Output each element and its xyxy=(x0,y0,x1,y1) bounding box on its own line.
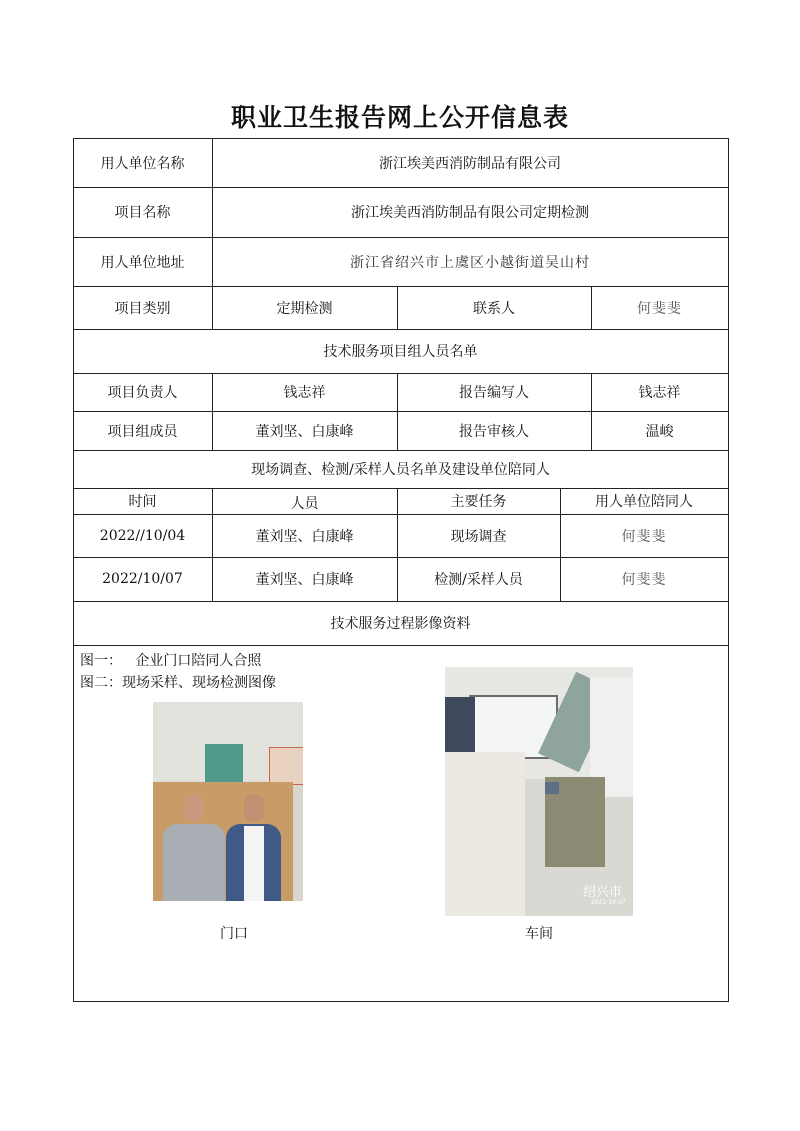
address-label: 用人单位地址 xyxy=(100,254,185,271)
row1-task: 现场调查 xyxy=(450,528,507,545)
category: 定期检测 xyxy=(276,300,333,317)
project-name: 浙江埃美西消防制品有限公司定期检测 xyxy=(351,205,589,221)
workshop-photo xyxy=(445,667,633,916)
contact: 何斐斐 xyxy=(637,300,682,317)
employer-name-label: 用人单位名称 xyxy=(100,155,185,172)
photo1-caption: 门口 xyxy=(220,926,248,942)
row1-date: 2022//10/04 xyxy=(99,527,186,544)
table-border xyxy=(73,1001,729,1002)
row-divider xyxy=(73,645,729,646)
address: 浙江省绍兴市上虞区小越街道吴山村 xyxy=(350,254,590,271)
contact-label: 联系人 xyxy=(473,300,515,317)
employer-name: 浙江埃美西消防制品有限公司 xyxy=(379,155,561,172)
row2-date: 2022/10/07 xyxy=(102,571,183,587)
header-time: 时间 xyxy=(128,494,157,510)
survey-heading: 现场调查、检测/采样人员名单及建设单位陪同人 xyxy=(251,462,550,478)
header-companion: 用人单位陪同人 xyxy=(595,494,693,510)
row2-personnel: 董刘坚、白康峰 xyxy=(255,572,354,588)
writer: 钱志祥 xyxy=(638,385,681,401)
header-task: 主要任务 xyxy=(450,494,507,510)
category-label: 项目类别 xyxy=(114,300,171,317)
images-heading: 技术服务过程影像资料 xyxy=(330,616,471,632)
leader: 钱志祥 xyxy=(283,385,326,401)
row1-personnel: 董刘坚、白康峰 xyxy=(255,528,354,545)
row2-task: 检测/采样人员 xyxy=(434,572,523,588)
header-personnel: 人员 xyxy=(290,496,319,512)
photo-watermark-city: 绍兴市 xyxy=(583,885,623,900)
reviewer-label: 报告审核人 xyxy=(459,423,529,440)
members-label: 项目组成员 xyxy=(107,423,178,440)
members: 董刘坚、白康峰 xyxy=(255,423,354,440)
writer-label: 报告编写人 xyxy=(459,385,529,401)
table-border xyxy=(728,138,729,1002)
figure2-label: 图二：现场采样、现场检测图像 xyxy=(80,675,276,691)
row1-companion: 何斐斐 xyxy=(621,528,667,545)
reviewer: 温峻 xyxy=(645,423,674,440)
team-heading: 技术服务项目组人员名单 xyxy=(323,344,478,360)
photo2-caption: 车间 xyxy=(525,926,553,942)
page-title: 职业卫生报告网上公开信息表 xyxy=(230,103,569,132)
photo-watermark-date: 2022-10-07 xyxy=(591,899,626,906)
leader-label: 项目负责人 xyxy=(107,385,178,401)
figure1-label: 图一： 企业门口陪同人合照 xyxy=(80,653,262,669)
row2-companion: 何斐斐 xyxy=(621,572,667,588)
project-name-label: 项目名称 xyxy=(114,205,171,221)
entrance-photo xyxy=(153,702,303,901)
